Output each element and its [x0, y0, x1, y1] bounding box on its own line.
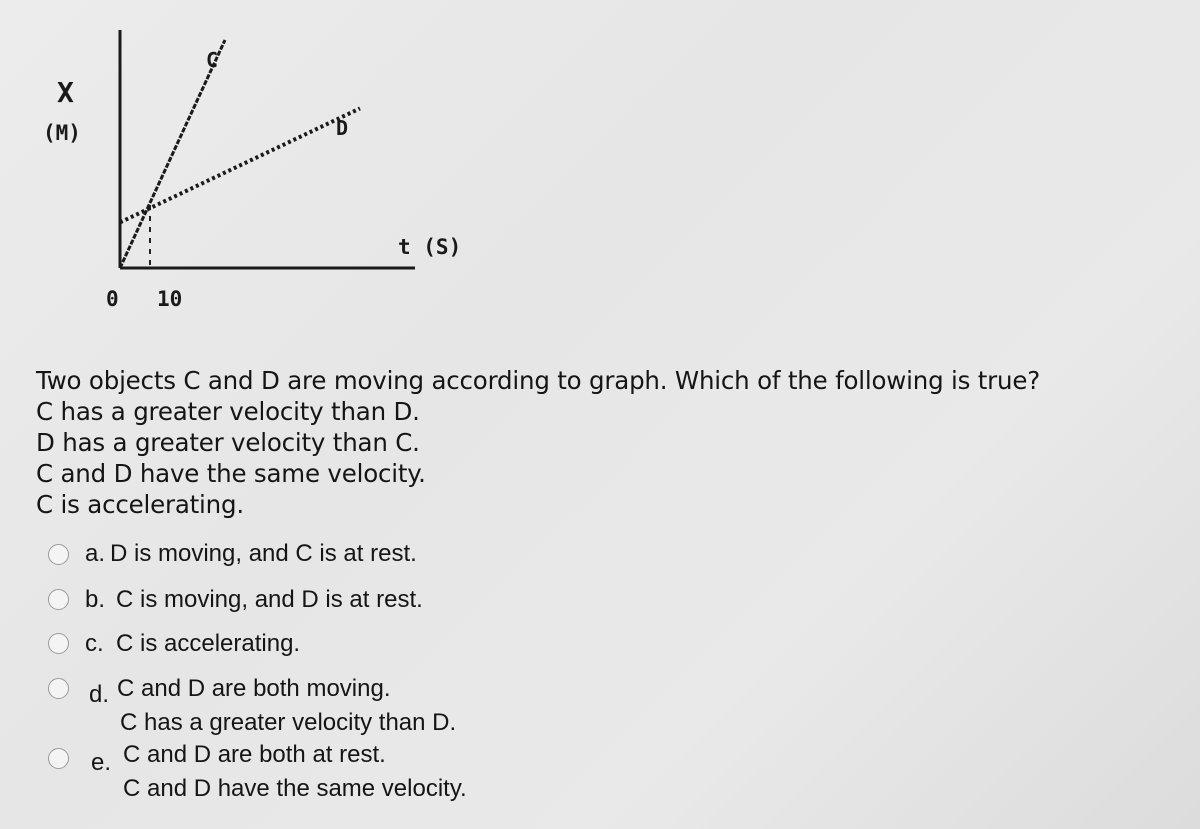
series-line-d: [120, 108, 360, 222]
option-c-letter: c.: [85, 630, 104, 657]
statement-1: C has a greater velocity than D.: [36, 397, 420, 426]
y-axis-unit: (M): [43, 121, 81, 145]
series-line-c: [120, 40, 225, 268]
option-b-letter: b.: [85, 586, 106, 613]
radio-d[interactable]: [48, 678, 69, 699]
radio-a[interactable]: [48, 544, 69, 565]
option-d-line2: C has a greater velocity than D.: [120, 709, 457, 736]
option-e-line2: C and D have the same velocity.: [123, 775, 467, 802]
series-label-c: C: [206, 48, 219, 72]
series-layer: [120, 40, 360, 268]
x-axis-label: t (S): [398, 235, 462, 259]
statement-4: C is accelerating.: [36, 490, 244, 519]
option-d-text: C and D are both moving.: [117, 675, 391, 702]
radio-b[interactable]: [48, 589, 69, 610]
statement-3: C and D have the same velocity.: [36, 459, 426, 488]
option-c-text: C is accelerating.: [116, 630, 301, 657]
option-e-text: C and D are both at rest.: [123, 741, 386, 768]
tick-label-10: 10: [157, 287, 183, 311]
axes: [120, 30, 415, 268]
series-label-d: D: [336, 116, 349, 140]
statement-2: D has a greater velocity than C.: [36, 428, 420, 457]
radio-e[interactable]: [48, 748, 69, 769]
tick-label-0: 0: [106, 287, 119, 311]
option-a-letter: a.: [85, 540, 106, 567]
option-e-letter: e.: [91, 749, 112, 776]
question-text: Two objects C and D are moving according to graph. Which of the following is true?: [36, 366, 1041, 395]
option-b-text: C is moving, and D is at rest.: [116, 586, 423, 613]
option-a-text: D is moving, and C is at rest.: [110, 540, 417, 567]
y-axis-label: X: [57, 76, 74, 109]
option-d-letter: d.: [89, 681, 110, 708]
position-time-graph: [0, 0, 560, 330]
graph-svg: [0, 0, 560, 330]
radio-c[interactable]: [48, 633, 69, 654]
question-block: [36, 364, 1186, 522]
